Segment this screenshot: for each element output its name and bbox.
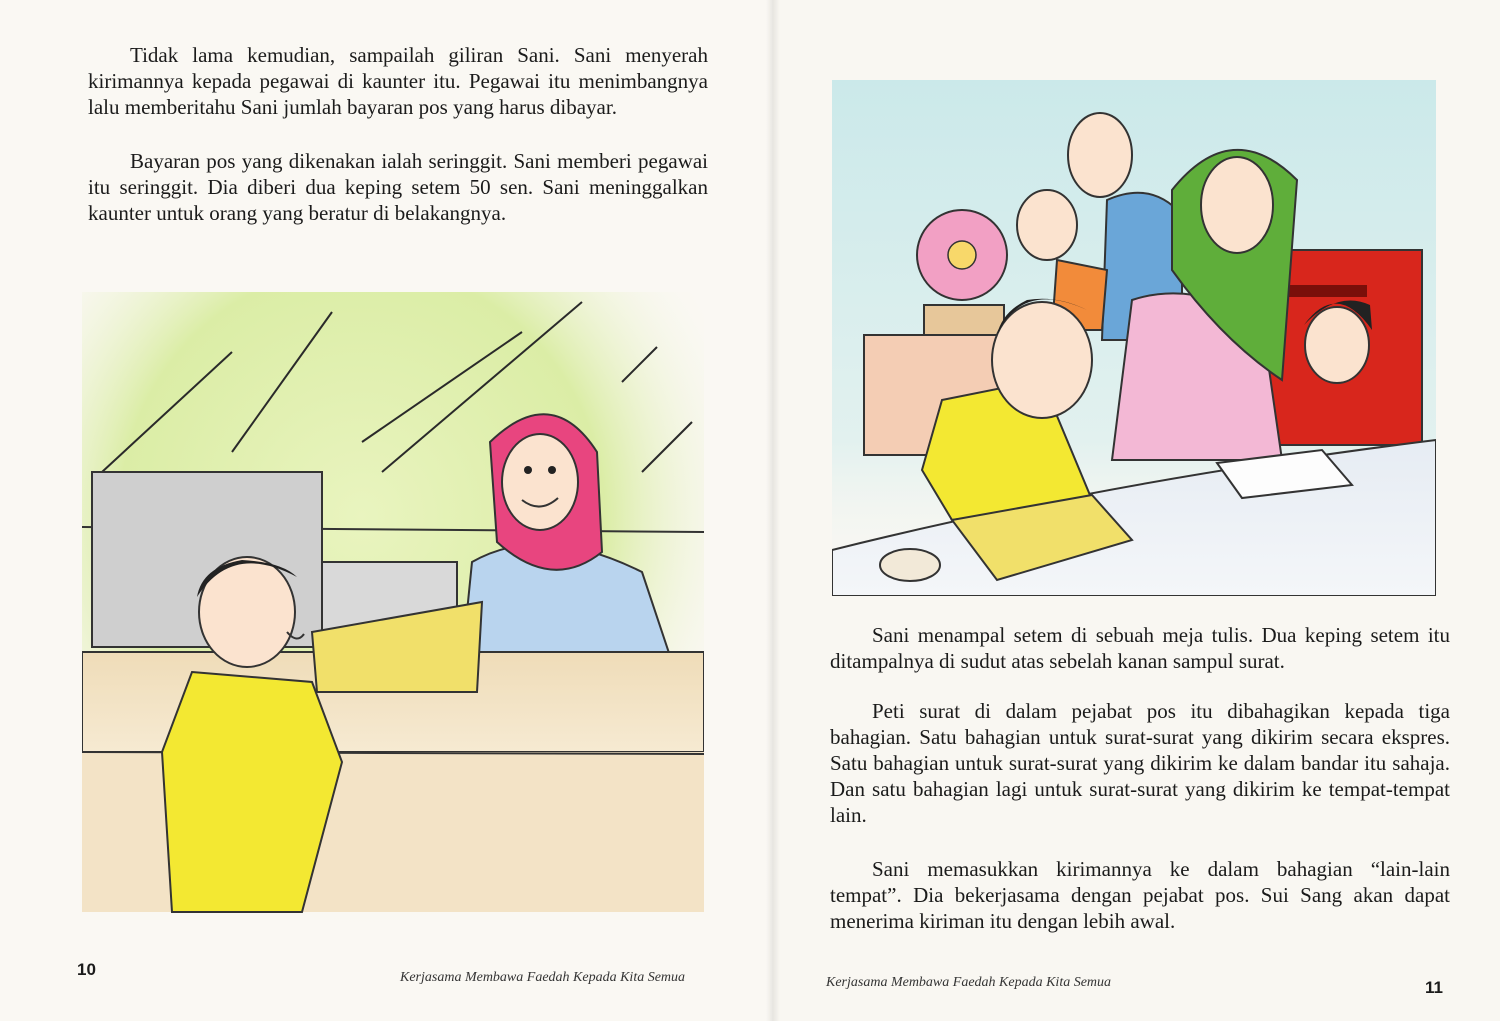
stamp-sponge: [880, 549, 940, 581]
left-paragraph-2: Bayaran pos yang dikenakan ialah seringgit. Sani memberi pegawai itu seringgit. Dia diberi dua keping setem 50 sen. Sani meninggalkan kaunter untuk orang yang beratur di belakangnya.: [88, 149, 708, 225]
left-paragraph-1: Tidak lama kemudian, sampailah giliran Sani. Sani menyerah kirimannya kepada pegawai di kaunter itu. Pegawai itu menimbangnya lalu memberitahu Sani jumlah bayaran pos yang harus dibayar.: [88, 43, 708, 119]
right-paragraph-3: Sani memasukkan kirimannya ke dalam bahagian “lain-lain tempat”. Dia bekerjasama dengan pejabat pos. Sui Sang akan dapat menerima kiriman itu dengan lebih awal.: [830, 857, 1450, 933]
illustration-post-office-counter: [82, 292, 704, 932]
footer-title-left: Kerjasama Membawa Faedah Kepada Kita Semua: [400, 970, 686, 985]
page-number-left: 10: [77, 960, 96, 979]
right-paragraph-1: Sani menampal setem di sebuah meja tulis. Dua keping setem itu ditampalnya di sudut atas sebelah kanan sampul surat.: [830, 623, 1450, 673]
flower-plant: [917, 210, 1007, 335]
book-gutter: [766, 0, 780, 1021]
page-number-right: 11: [1425, 978, 1443, 997]
footer-title-right: Kerjasama Membawa Faedah Kepada Kita Semua: [826, 975, 1112, 990]
right-paragraph-2: Peti surat di dalam pejabat pos itu dibahagikan kepada tiga bahagian. Satu bahagian untuk surat-surat yang dikirim secara ekspres. Satu bahagian untuk surat-surat yang dikirim ke dalam bandar itu sahaja. Dan satu bahagian lagi untuk surat-surat yang dikirim ke tempat-tempat lain.: [830, 699, 1450, 827]
illustration-writing-desk: [832, 80, 1436, 596]
